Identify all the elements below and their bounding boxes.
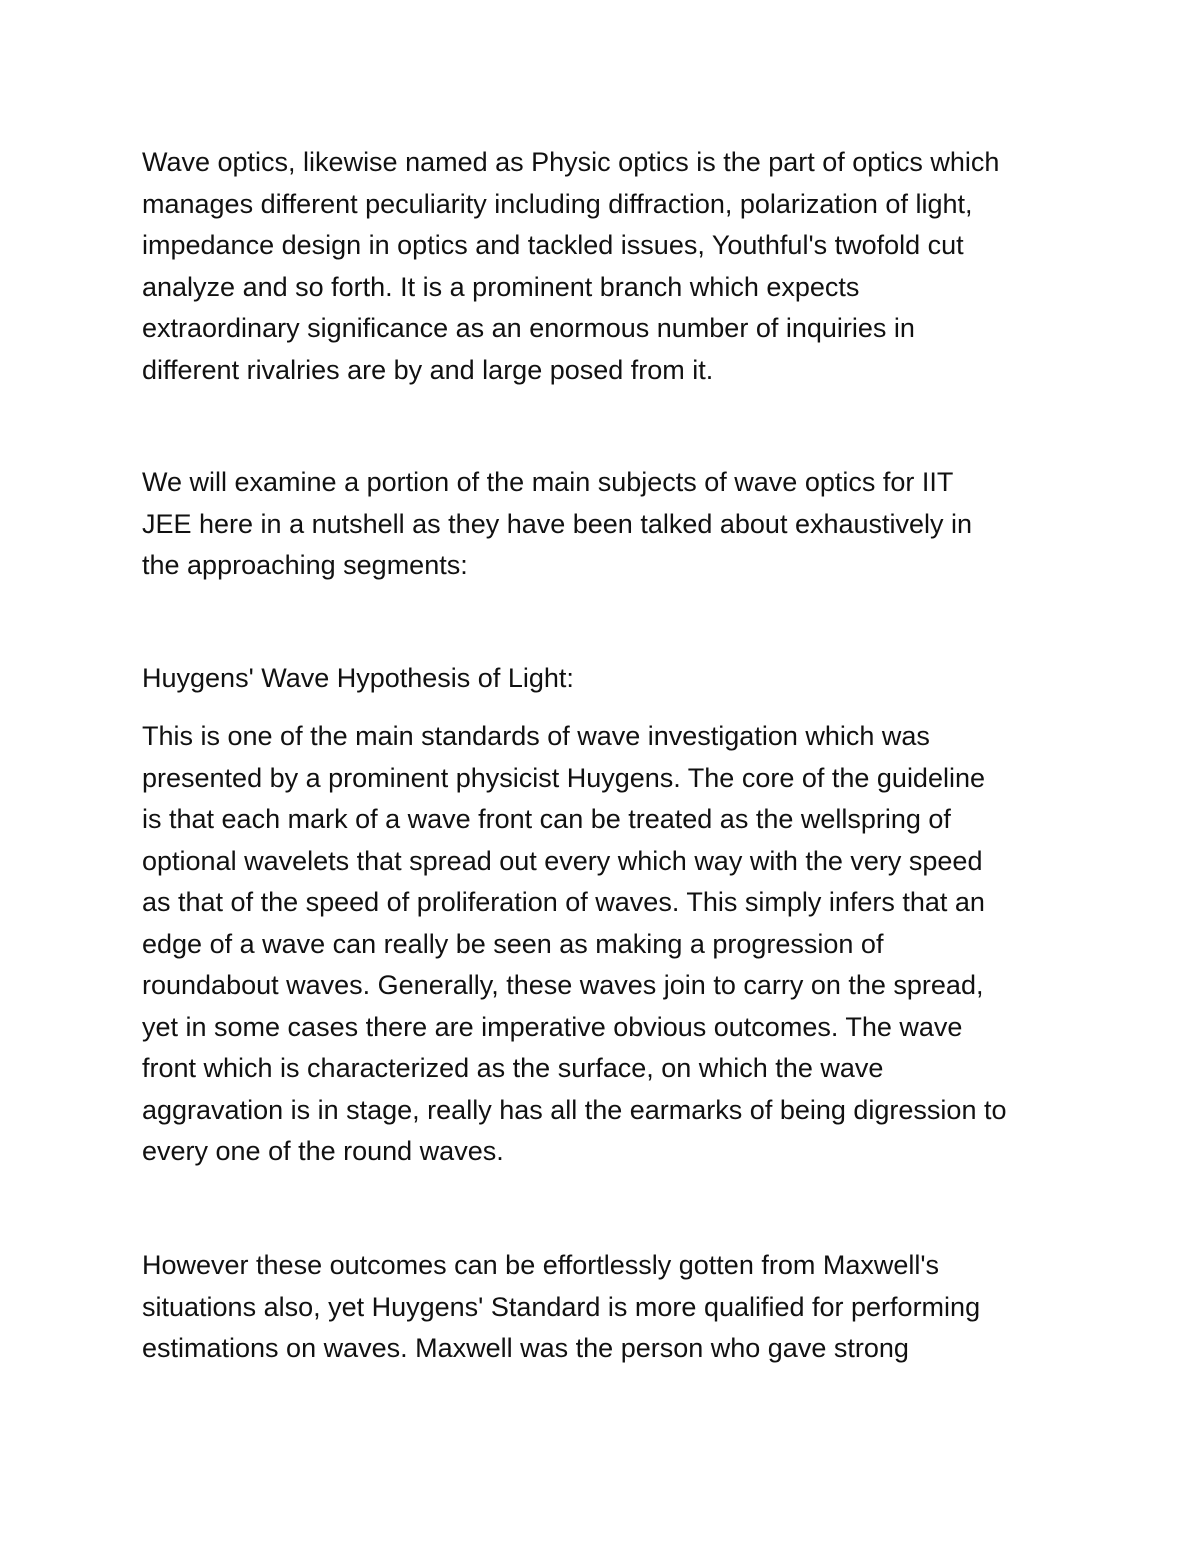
text-line: However these outcomes can be effortlessly gotten from Maxwell's [142, 1250, 940, 1280]
text-line: as that of the speed of proliferation of waves. This simply infers that an [142, 887, 985, 917]
text-line: analyze and so forth. It is a prominent branch which expects [142, 271, 860, 302]
text-line: yet in some cases there are imperative obvious outcomes. The wave [142, 1011, 963, 1042]
paragraph-huygens [142, 716, 1082, 1173]
text-line: JEE here in a nutshell as they have been talked about exhaustively in [142, 508, 973, 539]
text-line: edge of a wave can really be seen as making a progression of [142, 928, 884, 959]
section-heading [142, 658, 1082, 700]
text-line: presented by a prominent physicist Huygens. The core of the guideline [142, 762, 985, 793]
heading-text: Huygens' Wave Hypothesis of Light: [142, 663, 574, 693]
text-line: We will examine a portion of the main subjects of wave optics for IIT [142, 467, 954, 497]
text-line: extraordinary significance as an enormous number of inquiries in [142, 313, 915, 343]
text-line: optional wavelets that spread out every which way with the very speed [142, 845, 983, 876]
text-line: Wave optics, likewise named as Physic optics is the part of optics which [142, 147, 1000, 177]
text-line: impedance design in optics and tackled issues, Youthful's twofold cut [142, 230, 964, 260]
text-line: This is one of the main standards of wave investigation which was [142, 721, 930, 751]
text-line: roundabout waves. Generally, these waves join to carry on the spread, [142, 970, 984, 1000]
text-line: is that each mark of a wave front can be treated as the wellspring of [142, 804, 951, 834]
paragraph-maxwell [142, 1245, 1082, 1370]
paragraph-overview [142, 462, 1082, 587]
text-line: different rivalries are by and large posed from it. [142, 354, 714, 385]
text-line: front which is characterized as the surface, on which the wave [142, 1053, 884, 1083]
text-line: manages different peculiarity including diffraction, polarization of light, [142, 188, 973, 219]
text-line: situations also, yet Huygens' Standard is more qualified for performing [142, 1291, 981, 1322]
text-line: aggravation is in stage, really has all the earmarks of being digression to [142, 1094, 1007, 1125]
text-line: estimations on waves. Maxwell was the person who gave strong [142, 1333, 909, 1363]
text-line: the approaching segments: [142, 550, 468, 580]
text-line: every one of the round waves. [142, 1136, 504, 1166]
paragraph-intro [142, 142, 1082, 391]
